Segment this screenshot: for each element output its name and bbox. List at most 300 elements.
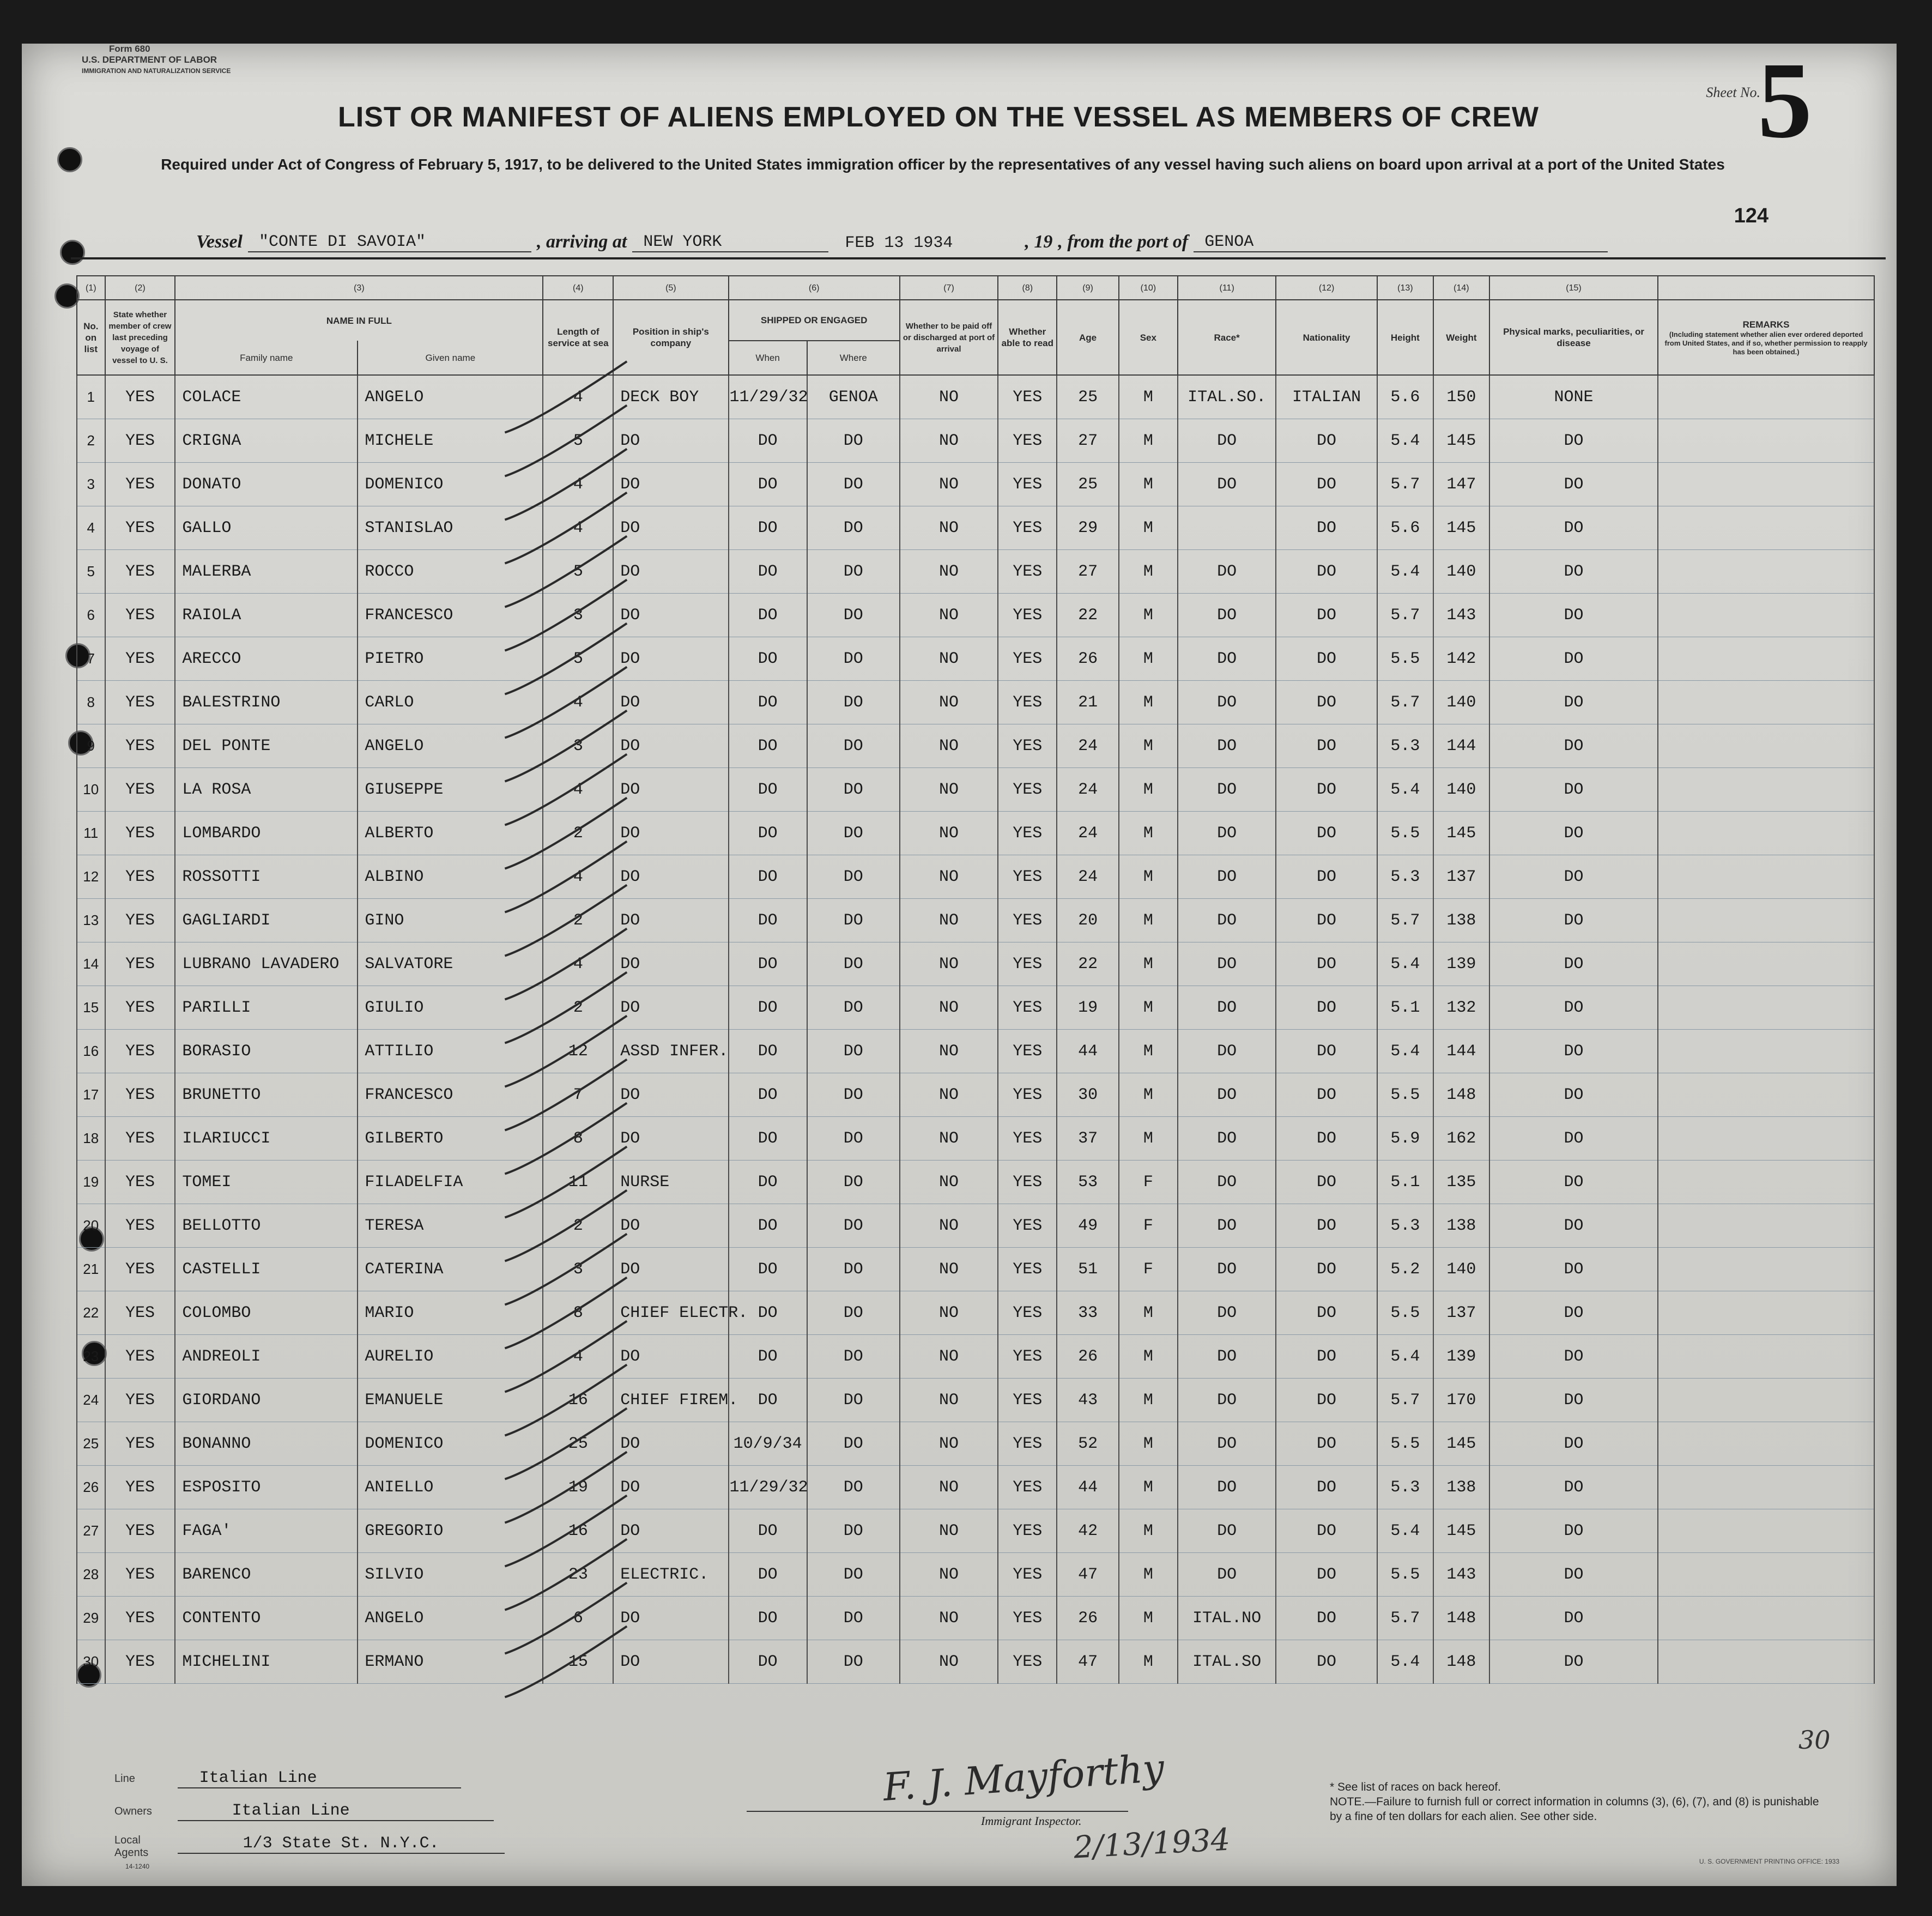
cell-age: 29 <box>1057 506 1118 550</box>
cell-height: 5.3 <box>1377 1466 1433 1509</box>
cell-age: 22 <box>1057 942 1118 986</box>
cell-marks: DO <box>1489 637 1658 681</box>
cell-position: ASSD INFER. <box>613 1030 728 1073</box>
cell-paid: NO <box>900 506 998 550</box>
owners-label: Owners <box>114 1805 152 1817</box>
cell-marks: DO <box>1489 1073 1658 1117</box>
cell-nationality: DO <box>1276 724 1377 768</box>
cell-marks: DO <box>1489 724 1658 768</box>
cell-given: ERMANO <box>358 1640 543 1684</box>
remarks-title: REMARKS <box>1742 319 1790 330</box>
cell-weight: 140 <box>1433 768 1489 812</box>
cell-height: 5.5 <box>1377 1073 1433 1117</box>
header-nationality: Nationality <box>1276 300 1377 375</box>
col-num-14: (14) <box>1433 276 1489 300</box>
cell-position: DO <box>613 1335 728 1379</box>
cell-read: YES <box>998 419 1057 463</box>
cell-service: 16 <box>543 1379 613 1422</box>
cell-weight: 137 <box>1433 855 1489 899</box>
cell-no: 26 <box>77 1466 105 1509</box>
cell-weight: 139 <box>1433 1335 1489 1379</box>
table-row <box>77 812 1874 855</box>
cell-age: 27 <box>1057 419 1118 463</box>
cell-voyage: YES <box>105 419 175 463</box>
header-name-in-full: NAME IN FULL <box>175 300 543 341</box>
cell-where: DO <box>807 942 900 986</box>
cell-service: 19 <box>543 1466 613 1509</box>
header-remarks <box>1658 300 1874 375</box>
agents-label-text: Local Agents <box>114 1834 149 1859</box>
cell-remarks <box>1658 986 1874 1030</box>
cell-family: ILARIUCCI <box>175 1117 358 1161</box>
cell-voyage: YES <box>105 463 175 506</box>
cell-age: 33 <box>1057 1291 1118 1335</box>
cell-read: YES <box>998 1248 1057 1291</box>
cell-marks: DO <box>1489 942 1658 986</box>
cell-marks: DO <box>1489 1117 1658 1161</box>
cell-nationality: DO <box>1276 1553 1377 1597</box>
cell-sex: M <box>1119 812 1178 855</box>
cell-sex: M <box>1119 1117 1178 1161</box>
cell-marks: DO <box>1489 1161 1658 1204</box>
cell-where: DO <box>807 594 900 637</box>
cell-nationality: DO <box>1276 1030 1377 1073</box>
cell-sex: M <box>1119 594 1178 637</box>
sheet-number: 5 <box>1758 40 1812 161</box>
col-num-10: (10) <box>1119 276 1178 300</box>
cell-remarks <box>1658 1422 1874 1466</box>
cell-read: YES <box>998 506 1057 550</box>
line-label: Line <box>114 1773 135 1785</box>
cell-no: 12 <box>77 855 105 899</box>
cell-race: DO <box>1178 899 1276 942</box>
cell-sex: M <box>1119 1509 1178 1553</box>
cell-height: 5.5 <box>1377 1553 1433 1597</box>
cell-no: 30 <box>77 1640 105 1684</box>
cell-remarks <box>1658 899 1874 942</box>
cell-height: 5.2 <box>1377 1248 1433 1291</box>
arriving-port: NEW YORK <box>632 233 828 252</box>
cell-paid: NO <box>900 637 998 681</box>
cell-nationality: DO <box>1276 594 1377 637</box>
cell-service: 4 <box>543 942 613 986</box>
cell-voyage: YES <box>105 1161 175 1204</box>
cell-where: DO <box>807 899 900 942</box>
cell-where: DO <box>807 1204 900 1248</box>
agents-value: 1/3 State St. N.Y.C. <box>178 1834 505 1854</box>
cell-when: DO <box>729 681 807 724</box>
cell-sex: F <box>1119 1161 1178 1204</box>
cell-age: 42 <box>1057 1509 1118 1553</box>
cell-remarks <box>1658 463 1874 506</box>
footer-agents <box>114 1834 505 1872</box>
cell-weight: 145 <box>1433 1422 1489 1466</box>
table-row <box>77 419 1874 463</box>
cell-remarks <box>1658 594 1874 637</box>
col-num-4: (4) <box>543 276 613 300</box>
cell-read: YES <box>998 375 1057 419</box>
cell-remarks <box>1658 1335 1874 1379</box>
table-row <box>77 1248 1874 1291</box>
race-note: * See list of races on back hereof. <box>1330 1781 1501 1793</box>
cell-no: 2 <box>77 419 105 463</box>
cell-weight: 140 <box>1433 681 1489 724</box>
cell-when: DO <box>729 1248 807 1291</box>
cell-nationality: DO <box>1276 986 1377 1030</box>
cell-paid: NO <box>900 1030 998 1073</box>
cell-given: GINO <box>358 899 543 942</box>
table-row <box>77 1422 1874 1466</box>
cell-remarks <box>1658 942 1874 986</box>
cell-age: 47 <box>1057 1553 1118 1597</box>
table-row <box>77 1466 1874 1509</box>
cell-sex: M <box>1119 1379 1178 1422</box>
line-value: Italian Line <box>178 1769 461 1788</box>
cell-race: DO <box>1178 1030 1276 1073</box>
cell-remarks <box>1658 375 1874 419</box>
cell-position: CHIEF FIREM. <box>613 1379 728 1422</box>
cell-height: 5.4 <box>1377 550 1433 594</box>
cell-read: YES <box>998 1379 1057 1422</box>
cell-service: 5 <box>543 550 613 594</box>
cell-family: PARILLI <box>175 986 358 1030</box>
cell-remarks <box>1658 1117 1874 1161</box>
cell-race: DO <box>1178 1248 1276 1291</box>
cell-given: TERESA <box>358 1204 543 1248</box>
cell-where: DO <box>807 812 900 855</box>
cell-remarks <box>1658 1161 1874 1204</box>
cell-remarks <box>1658 1073 1874 1117</box>
cell-nationality: DO <box>1276 419 1377 463</box>
cell-sex: M <box>1119 899 1178 942</box>
cell-age: 24 <box>1057 812 1118 855</box>
cell-age: 43 <box>1057 1379 1118 1422</box>
vessel-name: "CONTE DI SAVOIA" <box>248 233 531 252</box>
cell-given: STANISLAO <box>358 506 543 550</box>
table-row <box>77 375 1874 419</box>
cell-given: ROCCO <box>358 550 543 594</box>
cell-position: DO <box>613 942 728 986</box>
cell-remarks <box>1658 1466 1874 1509</box>
cell-service: 11 <box>543 1161 613 1204</box>
department-name: U.S. DEPARTMENT OF LABOR <box>82 55 217 65</box>
cell-height: 5.1 <box>1377 1161 1433 1204</box>
table-row <box>77 1204 1874 1248</box>
cell-when: DO <box>729 1379 807 1422</box>
cell-sex: F <box>1119 1204 1178 1248</box>
cell-weight: 148 <box>1433 1640 1489 1684</box>
binder-hole <box>57 147 82 172</box>
table-row <box>77 986 1874 1030</box>
cell-sex: M <box>1119 1335 1178 1379</box>
cell-marks: DO <box>1489 899 1658 942</box>
vessel-line <box>196 232 1804 252</box>
cell-no: 15 <box>77 986 105 1030</box>
cell-position: DO <box>613 550 728 594</box>
cell-no: 6 <box>77 594 105 637</box>
cell-marks: DO <box>1489 506 1658 550</box>
cell-where: DO <box>807 724 900 768</box>
cell-race: DO <box>1178 812 1276 855</box>
cell-paid: NO <box>900 550 998 594</box>
signature-line <box>747 1811 1128 1812</box>
cell-weight: 162 <box>1433 1117 1489 1161</box>
cell-voyage: YES <box>105 681 175 724</box>
cell-race: DO <box>1178 855 1276 899</box>
cell-position: DO <box>613 855 728 899</box>
cell-sex: M <box>1119 1073 1178 1117</box>
cell-race: DO <box>1178 724 1276 768</box>
cell-where: DO <box>807 768 900 812</box>
cell-weight: 148 <box>1433 1073 1489 1117</box>
cell-when: DO <box>729 637 807 681</box>
cell-paid: NO <box>900 1073 998 1117</box>
cell-when: DO <box>729 724 807 768</box>
cell-remarks <box>1658 1640 1874 1684</box>
cell-paid: NO <box>900 1597 998 1640</box>
cell-when: DO <box>729 463 807 506</box>
cell-voyage: YES <box>105 1379 175 1422</box>
handwritten-total: 30 <box>1798 1725 1831 1755</box>
cell-family: ROSSOTTI <box>175 855 358 899</box>
crew-manifest-table <box>76 275 1875 1684</box>
cell-age: 20 <box>1057 899 1118 942</box>
cell-paid: NO <box>900 1553 998 1597</box>
col-num-12: (12) <box>1276 276 1377 300</box>
cell-given: SALVATORE <box>358 942 543 986</box>
footer-notes <box>1330 1780 1820 1824</box>
col-num-3: (3) <box>175 276 543 300</box>
table-row <box>77 1509 1874 1553</box>
cell-given: FRANCESCO <box>358 594 543 637</box>
cell-service: 4 <box>543 768 613 812</box>
cell-voyage: YES <box>105 724 175 768</box>
cell-read: YES <box>998 594 1057 637</box>
cell-paid: NO <box>900 419 998 463</box>
cell-sex: M <box>1119 768 1178 812</box>
cell-voyage: YES <box>105 594 175 637</box>
cell-nationality: DO <box>1276 942 1377 986</box>
cell-read: YES <box>998 1335 1057 1379</box>
cell-race <box>1178 506 1276 550</box>
cell-height: 5.7 <box>1377 463 1433 506</box>
cell-weight: 140 <box>1433 1248 1489 1291</box>
cell-service: 6 <box>543 1597 613 1640</box>
cell-sex: M <box>1119 986 1178 1030</box>
cell-weight: 135 <box>1433 1161 1489 1204</box>
cell-race: DO <box>1178 1422 1276 1466</box>
cell-race: DO <box>1178 1161 1276 1204</box>
cell-given: ANGELO <box>358 375 543 419</box>
cell-given: ALBERTO <box>358 812 543 855</box>
cell-paid: NO <box>900 1161 998 1204</box>
cell-family: ANDREOLI <box>175 1335 358 1379</box>
owners-value: Italian Line <box>178 1802 494 1821</box>
cell-race: DO <box>1178 594 1276 637</box>
cell-remarks <box>1658 1030 1874 1073</box>
cell-no: 4 <box>77 506 105 550</box>
cell-nationality: DO <box>1276 1161 1377 1204</box>
col-num-remarks <box>1658 276 1874 300</box>
cell-where: DO <box>807 1509 900 1553</box>
cell-paid: NO <box>900 812 998 855</box>
cell-height: 5.7 <box>1377 899 1433 942</box>
cell-no: 28 <box>77 1553 105 1597</box>
cell-family: MICHELINI <box>175 1640 358 1684</box>
cell-voyage: YES <box>105 812 175 855</box>
cell-voyage: YES <box>105 855 175 899</box>
cell-where: DO <box>807 550 900 594</box>
cell-where: DO <box>807 986 900 1030</box>
cell-position: DO <box>613 1248 728 1291</box>
cell-no: 5 <box>77 550 105 594</box>
cell-when: DO <box>729 506 807 550</box>
cell-race: DO <box>1178 986 1276 1030</box>
cell-sex: M <box>1119 681 1178 724</box>
cell-where: DO <box>807 1117 900 1161</box>
cell-age: 26 <box>1057 1597 1118 1640</box>
table-row <box>77 1597 1874 1640</box>
cell-no: 22 <box>77 1291 105 1335</box>
cell-when: DO <box>729 1597 807 1640</box>
header-weight: Weight <box>1433 300 1489 375</box>
cell-marks: DO <box>1489 1335 1658 1379</box>
date-stamp: FEB 13 1934 <box>845 234 953 252</box>
cell-age: 26 <box>1057 1335 1118 1379</box>
cell-given: ANIELLO <box>358 1466 543 1509</box>
cell-given: GIULIO <box>358 986 543 1030</box>
cell-read: YES <box>998 1291 1057 1335</box>
cell-service: 2 <box>543 812 613 855</box>
footer-line <box>114 1769 461 1788</box>
cell-age: 44 <box>1057 1466 1118 1509</box>
cell-paid: NO <box>900 375 998 419</box>
cell-read: YES <box>998 986 1057 1030</box>
cell-marks: DO <box>1489 1640 1658 1684</box>
cell-height: 5.4 <box>1377 1335 1433 1379</box>
cell-race: DO <box>1178 1335 1276 1379</box>
cell-when: DO <box>729 768 807 812</box>
cell-voyage: YES <box>105 506 175 550</box>
cell-remarks <box>1658 1379 1874 1422</box>
header-where: Where <box>807 341 900 375</box>
cell-remarks <box>1658 681 1874 724</box>
cell-height: 5.4 <box>1377 942 1433 986</box>
cell-paid: NO <box>900 1640 998 1684</box>
cell-sex: M <box>1119 724 1178 768</box>
cell-race: DO <box>1178 463 1276 506</box>
header-height: Height <box>1377 300 1433 375</box>
cell-position: DO <box>613 1509 728 1553</box>
cell-nationality: DO <box>1276 637 1377 681</box>
cell-given: MICHELE <box>358 419 543 463</box>
cell-voyage: YES <box>105 986 175 1030</box>
cell-no: 21 <box>77 1248 105 1291</box>
cell-family: TOMEI <box>175 1161 358 1204</box>
cell-weight: 139 <box>1433 942 1489 986</box>
cell-nationality: ITALIAN <box>1276 375 1377 419</box>
footer-owners <box>114 1802 494 1821</box>
cell-voyage: YES <box>105 375 175 419</box>
cell-family: FAGA' <box>175 1509 358 1553</box>
cell-no: 11 <box>77 812 105 855</box>
cell-sex: M <box>1119 1597 1178 1640</box>
cell-paid: NO <box>900 1291 998 1335</box>
col-num-8: (8) <box>998 276 1057 300</box>
sheet-label: Sheet No. <box>1706 84 1760 100</box>
cell-age: 53 <box>1057 1161 1118 1204</box>
cell-family: BARENCO <box>175 1553 358 1597</box>
cell-sex: M <box>1119 1291 1178 1335</box>
cell-age: 21 <box>1057 681 1118 724</box>
cell-voyage: YES <box>105 637 175 681</box>
cell-race: DO <box>1178 1291 1276 1335</box>
cell-given: GILBERTO <box>358 1117 543 1161</box>
cell-given: MARIO <box>358 1291 543 1335</box>
page-number: 124 <box>1734 204 1769 227</box>
cell-family: ESPOSITO <box>175 1466 358 1509</box>
cell-marks: DO <box>1489 1248 1658 1291</box>
cell-race: DO <box>1178 1553 1276 1597</box>
cell-no: 14 <box>77 942 105 986</box>
cell-read: YES <box>998 1509 1057 1553</box>
cell-no: 13 <box>77 899 105 942</box>
cell-when: DO <box>729 1030 807 1073</box>
cell-family: LA ROSA <box>175 768 358 812</box>
cell-read: YES <box>998 1422 1057 1466</box>
cell-read: YES <box>998 1466 1057 1509</box>
cell-weight: 137 <box>1433 1291 1489 1335</box>
cell-position: DO <box>613 1640 728 1684</box>
cell-where: GENOA <box>807 375 900 419</box>
cell-age: 24 <box>1057 768 1118 812</box>
table-row <box>77 1335 1874 1379</box>
cell-no: 9 <box>77 724 105 768</box>
cell-given: ANGELO <box>358 724 543 768</box>
cell-given: CARLO <box>358 681 543 724</box>
cell-marks: DO <box>1489 1597 1658 1640</box>
cell-given: CATERINA <box>358 1248 543 1291</box>
form-number: Form 680 <box>109 44 150 54</box>
cell-remarks <box>1658 550 1874 594</box>
cell-voyage: YES <box>105 1335 175 1379</box>
cell-sex: M <box>1119 855 1178 899</box>
cell-sex: M <box>1119 375 1178 419</box>
cell-height: 5.9 <box>1377 1117 1433 1161</box>
cell-position: DO <box>613 637 728 681</box>
cell-nationality: DO <box>1276 1204 1377 1248</box>
cell-race: DO <box>1178 419 1276 463</box>
cell-marks: DO <box>1489 768 1658 812</box>
cell-nationality: DO <box>1276 899 1377 942</box>
header-able-read: Whether able to read <box>998 300 1057 375</box>
cell-height: 5.6 <box>1377 506 1433 550</box>
cell-read: YES <box>998 1073 1057 1117</box>
cell-position: DO <box>613 724 728 768</box>
remarks-note: (Including statement whether alien ever ordered deported from United States, and if so, whether permission to reapply has been obtained.) <box>1664 330 1868 356</box>
cell-voyage: YES <box>105 1597 175 1640</box>
cell-position: ELECTRIC. <box>613 1553 728 1597</box>
cell-when: 11/29/32 <box>729 375 807 419</box>
cell-height: 5.4 <box>1377 768 1433 812</box>
cell-service: 3 <box>543 724 613 768</box>
cell-where: DO <box>807 1073 900 1117</box>
cell-marks: DO <box>1489 812 1658 855</box>
cell-service: 5 <box>543 637 613 681</box>
cell-remarks <box>1658 637 1874 681</box>
cell-height: 5.5 <box>1377 1291 1433 1335</box>
cell-position: DO <box>613 419 728 463</box>
